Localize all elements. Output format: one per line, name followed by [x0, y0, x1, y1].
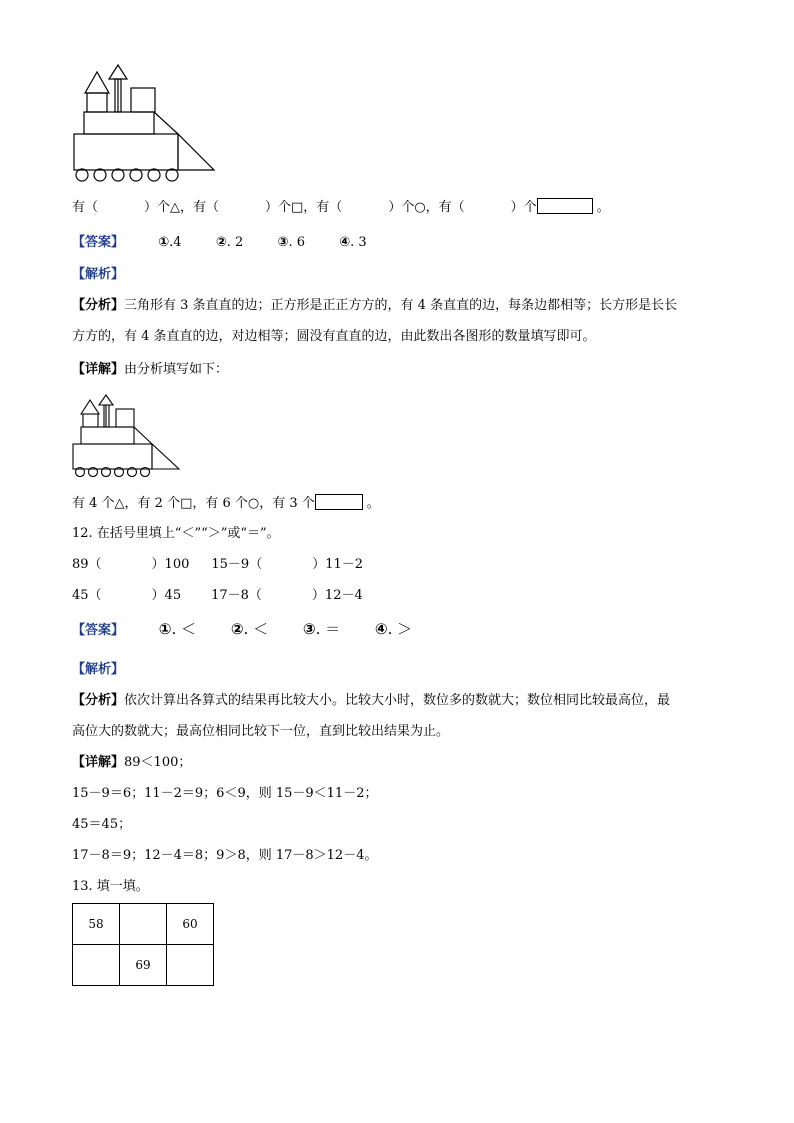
answer-tag: 【答案】	[72, 623, 125, 638]
answer-box-small	[315, 494, 363, 510]
q11-analysis-1: 【分析】三角形有 3 条直直的边；正方形是正正方方的，有 4 条直直的边，每条边都相等；长方形是长长	[72, 298, 678, 313]
train-figure-small	[70, 393, 182, 477]
q12-analysis-2: 高位大的数就大；最高位相同比较下一位，直到比较出结果为止。	[72, 724, 450, 739]
grid-cell	[73, 945, 120, 986]
q12-row2: 45（ ）45 17－8（ ）12－4	[72, 588, 363, 603]
q11-prompt: 有（ ）个△，有（ ）个□，有（ ）个○，有（ ）个 。	[72, 200, 610, 215]
middle-rectangle	[84, 112, 154, 134]
jiexi-tag-2: 【解析】	[72, 662, 125, 677]
q12-analysis-1: 【分析】依次计算出各算式的结果再比较大小。比较大小时，数位多的数就大；数位相同比较最高位，最	[72, 693, 671, 708]
grid-cell: 60	[167, 904, 214, 945]
q12-detail-3: 45＝45；	[72, 817, 132, 832]
train-figure	[70, 62, 220, 186]
arrow-head-triangle	[109, 65, 127, 79]
q12-detail-2: 15－9＝6；11－2＝9；6＜9，则 15－9＜11－2；	[72, 786, 378, 801]
q11-analysis-2: 方方的，有 4 条直直的边，对边相等；圆没有直直的边，由此数出各图形的数量填写即可。	[72, 329, 596, 344]
q12-detail-4: 17－8＝9；12－4＝8；9＞8，则 17－8＞12－4。	[72, 848, 378, 863]
number-grid	[72, 903, 214, 986]
table-row	[73, 945, 214, 986]
q11-answer-row: 【答案】 ①.4 ②. 2 ③. 6 ④. 3	[72, 235, 367, 250]
grid-cell: 58	[73, 904, 120, 945]
q12-detail-1: 【详解】89＜100；	[72, 755, 192, 770]
q11-detail: 【详解】由分析填写如下：	[72, 362, 229, 377]
tower-square	[87, 93, 107, 112]
q11-result: 有 4 个△，有 2 个□，有 6 个○，有 3 个 。	[72, 496, 380, 511]
small-square	[131, 88, 155, 112]
grid-cell	[167, 945, 214, 986]
tower-roof-triangle	[85, 72, 109, 93]
q12-row1: 89（ ）100 15－9（ ）11－2	[72, 557, 364, 572]
grid-cell: 69	[120, 945, 167, 986]
grid-cell	[120, 904, 167, 945]
answer-tag: 【答案】	[72, 235, 125, 250]
jiexi-tag: 【解析】	[72, 267, 125, 282]
table-row	[73, 904, 214, 945]
q12-answer-row: 【答案】 ①. ＜ ②. ＜ ③. ＝ ④. ＞	[72, 620, 413, 638]
base-rectangle	[74, 134, 178, 170]
front-triangle	[178, 134, 214, 170]
answer-box	[537, 198, 593, 214]
q12-title: 12. 在括号里填上“＜”“＞”或“＝”。	[72, 526, 280, 541]
q13-title: 13. 填一填。	[72, 879, 149, 894]
